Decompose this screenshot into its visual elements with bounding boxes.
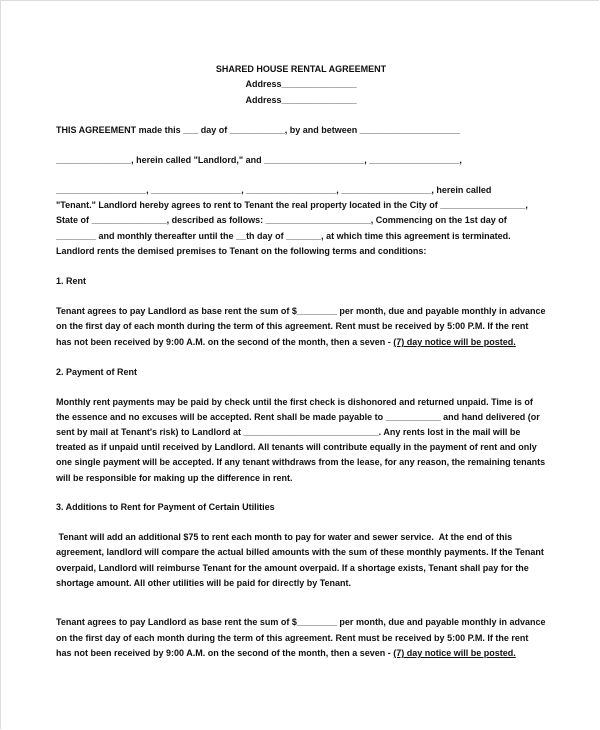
address-line: Address_______________ xyxy=(245,79,357,89)
intro-line: Landlord rents the demised premises to Tenant on the following terms and conditions: xyxy=(56,246,427,256)
notice-underlined: (7) day notice will be posted. xyxy=(393,648,516,658)
section-line: agreement, landlord will compare the actual billed amounts with the sum of these monthly payments. If the Tenant xyxy=(56,547,544,557)
section-line xyxy=(56,336,516,348)
section-line: sent by mail at Tenant's risk) to Landlord at ___________________________. Any rents lost in the mail will be xyxy=(56,427,521,437)
section-line: on the first day of each month during the term of this agreement. Rent must be received by 5:00 P.M. If the rent xyxy=(56,321,529,331)
section-line: Tenant will add an additional $75 to rent each month to pay for water and sewer service. At the end of this xyxy=(56,532,513,542)
section-line: Monthly rent payments may be paid by check until the first check is dishonored and returned unpaid. Time is of xyxy=(56,397,533,407)
intro-line: _______________, herein called "Landlord," and ____________________, __________________, xyxy=(56,155,462,165)
section-line: Tenant agrees to pay Landlord as base rent the sum of $________ per month, due and payable monthly in advance xyxy=(56,617,546,627)
address-line: Address_______________ xyxy=(245,95,357,105)
intro-line: ________ and monthly thereafter until the __th day of _______, at which time this agreement is terminated. xyxy=(56,231,511,241)
section-line: the essence and no excuses will be accepted. Rent shall be made payable to ___________ and hand delivered (or xyxy=(56,412,540,422)
section-heading: 3. Additions to Rent for Payment of Certain Utilities xyxy=(56,502,275,512)
intro-line: "Tenant." Landlord hereby agrees to rent to Tenant the real property located in the City of _________________, xyxy=(56,200,528,210)
intro-line: THIS AGREEMENT made this ___ day of ___________, by and between ____________________ xyxy=(56,125,460,135)
notice-underlined: (7) day notice will be posted. xyxy=(393,337,516,347)
section-line: will be responsible for making up the difference in rent. xyxy=(56,473,293,483)
intro-line: State of _______________, described as follows: _____________________, Commencing on the 1st day of xyxy=(56,215,507,225)
section-line xyxy=(56,647,516,659)
line-text: has not been received by 9:00 A.M. on the second of the month, then a seven - xyxy=(56,337,394,347)
section-line: overpaid, Landlord will reimburse Tenant for the amount overpaid. If a shortage exists, Tenant shall pay for the xyxy=(56,563,529,573)
section-line: one single payment will be accepted. If any tenant withdraws from the lease, for any reason, the remaining tenants xyxy=(56,457,546,467)
line-text: has not been received by 9:00 A.M. on the second of the month, then a seven - xyxy=(56,648,394,658)
section-heading: 2. Payment of Rent xyxy=(56,367,138,377)
document-title: SHARED HOUSE RENTAL AGREEMENT xyxy=(215,64,387,74)
section-heading: 1. Rent xyxy=(56,276,87,286)
intro-line: __________________, __________________, __________________, __________________, herein called xyxy=(56,185,492,195)
section-line: Tenant agrees to pay Landlord as base rent the sum of $________ per month, due and payable monthly in advance xyxy=(56,306,546,316)
section-line: treated as if unpaid until received by Landlord. All tenants will contribute equally in the payment of rent and only xyxy=(56,442,537,452)
section-line: on the first day of each month during the term of this agreement. Rent must be received by 5:00 P.M. If the rent xyxy=(56,633,529,643)
section-line: shortage amount. All other utilities will be paid for directly by Tenant. xyxy=(56,578,352,588)
